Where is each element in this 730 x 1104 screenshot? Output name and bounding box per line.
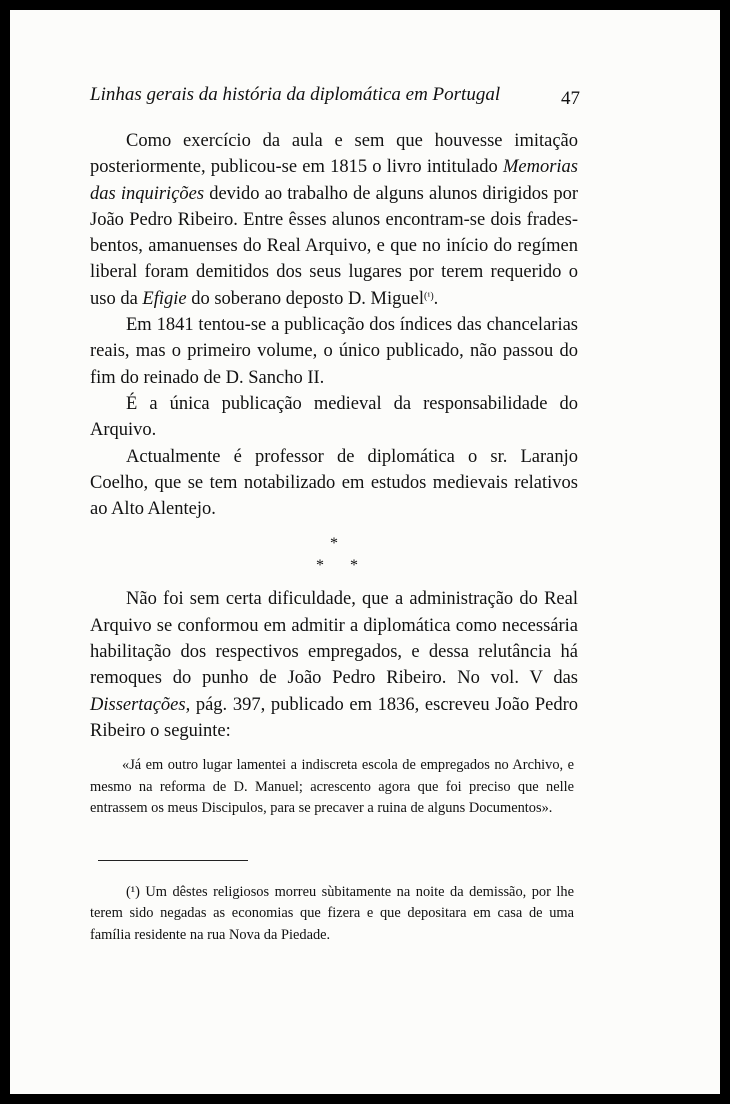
paragraph-1: Como exercício da aula e sem que houvesse imitação posteriormente, publicou-se em 1815 o livro intitulado Memorias das inquirições devido ao trabalho de alguns alunos dirigidos por João Pedro Ribeiro. Entre êsses alunos encontram-se dois frades-bentos, amanuenses do Real Arquivo, e que no início do regímen liberal foram demitidos dos seus lugares por terem requerido o uso da Efigie do soberano deposto D. Miguel$^{(^1)}$. <box>90 131 578 309</box>
paragraph-3: É a única publicação medieval da responsabilidade do Arquivo. <box>90 393 578 441</box>
asterism-star: * <box>316 557 324 575</box>
book-page <box>10 10 720 1094</box>
running-header <box>90 84 580 109</box>
asterism-star: * <box>330 535 338 553</box>
asterism <box>90 522 578 586</box>
asterism-star: * <box>350 557 358 575</box>
footnote-text: Um dêstes religiosos morreu sùbitamente na noite da demissão, por lhe terem sido negadas as economias que fizera e que depositara em casa de uma família residente na rua Nova da Piedade. <box>90 884 574 943</box>
paragraph-4: Actualmente é professor de diplomática o sr. Laranjo Coelho, que se tem notabilizado em estudos medievais relativos ao Alto Alentejo. <box>90 446 578 520</box>
block-quote <box>90 755 574 820</box>
footnote <box>90 882 574 946</box>
word-efigie: Efigie <box>142 288 187 309</box>
page-number: 47 <box>561 88 580 109</box>
paragraph-2: Em 1841 tentou-se a publicação dos índices das chancelarias reais, mas o primeiro volume, o único publicado, não passou do fim do reinado de D. Sancho II. <box>90 315 578 388</box>
running-title: Linhas gerais da história da diplomática em Portugal <box>90 84 501 105</box>
book-title-memorias: Memorias das inquirições <box>90 157 578 204</box>
footnote-reference: (¹) <box>424 290 434 302</box>
main-text <box>90 128 578 744</box>
footnote-divider <box>98 860 248 861</box>
footnote-marker: (¹) <box>126 884 140 900</box>
quote-text: «Já em outro lugar lamentei a indiscreta escola de empregados no Archivo, e mesmo na reforma de D. Manuel; acrescento agora que foi preciso que nelle entrassem os meus Discipulos, para se precaver a ruina de alguns Documentos». <box>90 757 574 817</box>
book-title-dissertacoes: Dissertações <box>90 694 186 715</box>
paragraph-5: Não foi sem certa dificuldade, que a administração do Real Arquivo se conformou em admitir a diplomática como necessária habilitação dos respectivos empregados, e dessa relutância há remoques do punho de João Pedro Ribeiro. No vol. V das Dissertações, pág. 397, publicado em 1836, escreveu João Pedro Ribeiro o seguinte: <box>90 589 578 741</box>
